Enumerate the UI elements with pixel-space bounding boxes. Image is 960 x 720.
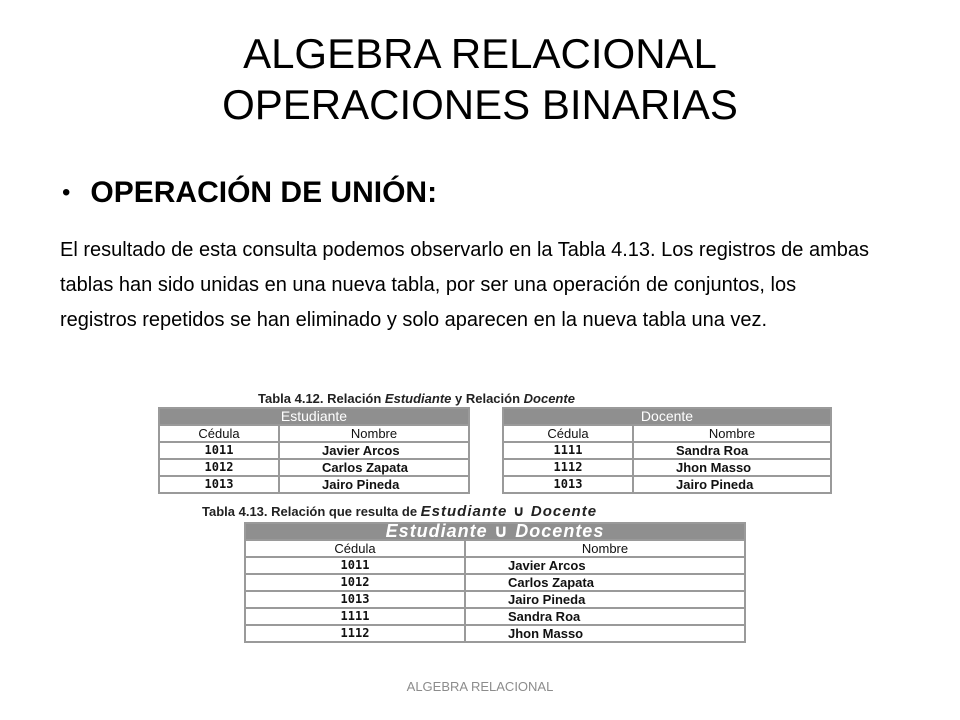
caption2-part-a: Tabla 4.13. Relación que resulta de bbox=[202, 504, 421, 519]
estudiante-table bbox=[158, 407, 470, 494]
bullet-heading: OPERACIÓN DE UNIÓN: bbox=[90, 176, 438, 209]
cell-nombre: Jairo Pineda bbox=[633, 476, 831, 493]
cell-cedula: 1112 bbox=[503, 459, 633, 476]
table-row bbox=[245, 574, 745, 591]
table-row bbox=[245, 557, 745, 574]
table-row bbox=[159, 459, 469, 476]
slide-title bbox=[0, 28, 960, 130]
cell-cedula: 1112 bbox=[245, 625, 465, 642]
slide-title-line1: ALGEBRA RELACIONAL bbox=[243, 30, 717, 77]
slide-footer: ALGEBRA RELACIONAL bbox=[406, 679, 554, 694]
estudiante-col-nombre: Nombre bbox=[279, 425, 469, 442]
estudiante-col-cedula: Cédula bbox=[159, 425, 279, 442]
cell-nombre: Javier Arcos bbox=[465, 557, 745, 574]
docente-header: Docente bbox=[503, 408, 831, 425]
table-row bbox=[503, 459, 831, 476]
table-row bbox=[159, 476, 469, 493]
cell-cedula: 1011 bbox=[245, 557, 465, 574]
cell-nombre: Javier Arcos bbox=[279, 442, 469, 459]
cell-cedula: 1013 bbox=[245, 591, 465, 608]
cell-cedula: 1111 bbox=[503, 442, 633, 459]
table-row bbox=[245, 608, 745, 625]
union-header: Estudiante ∪ Docentes bbox=[245, 523, 745, 540]
cell-nombre: Jairo Pineda bbox=[465, 591, 745, 608]
cell-cedula: 1013 bbox=[503, 476, 633, 493]
cell-nombre: Carlos Zapata bbox=[465, 574, 745, 591]
table-row bbox=[159, 442, 469, 459]
bullet-dot-icon: • bbox=[62, 179, 71, 206]
cell-nombre: Sandra Roa bbox=[465, 608, 745, 625]
cell-cedula: 1111 bbox=[245, 608, 465, 625]
cell-nombre: Jhon Masso bbox=[633, 459, 831, 476]
caption1-part-c: y Relación bbox=[451, 391, 524, 406]
bullet-item bbox=[62, 176, 437, 210]
table-row bbox=[245, 591, 745, 608]
cell-nombre: Jairo Pineda bbox=[279, 476, 469, 493]
cell-cedula: 1013 bbox=[159, 476, 279, 493]
caption2-part-b: Estudiante ∪ Docente bbox=[420, 503, 598, 520]
union-col-nombre: Nombre bbox=[465, 540, 745, 557]
cell-nombre: Sandra Roa bbox=[633, 442, 831, 459]
table-row bbox=[503, 476, 831, 493]
caption-table-4-13 bbox=[202, 502, 597, 520]
caption1-part-a: Tabla 4.12. Relación bbox=[258, 391, 385, 406]
cell-cedula: 1012 bbox=[245, 574, 465, 591]
docente-col-nombre: Nombre bbox=[633, 425, 831, 442]
cell-cedula: 1011 bbox=[159, 442, 279, 459]
table-row bbox=[245, 625, 745, 642]
table-row bbox=[503, 442, 831, 459]
body-paragraph: El resultado de esta consulta podemos observarlo en la Tabla 4.13. Los registros de ambas tablas han sido unidas en una nueva tabla, por ser una operación de conjuntos, los registros repetidos se han eliminado y solo aparecen en la nueva tabla una vez. bbox=[60, 239, 870, 331]
estudiante-header: Estudiante bbox=[159, 408, 469, 425]
cell-cedula: 1012 bbox=[159, 459, 279, 476]
docente-col-cedula: Cédula bbox=[503, 425, 633, 442]
caption1-part-d: Docente bbox=[523, 391, 575, 406]
caption1-part-b: Estudiante bbox=[384, 391, 452, 406]
caption-table-4-12 bbox=[258, 391, 575, 406]
slide-title-line2: OPERACIONES BINARIAS bbox=[222, 81, 738, 128]
cell-nombre: Jhon Masso bbox=[465, 625, 745, 642]
docente-table bbox=[502, 407, 832, 494]
union-col-cedula: Cédula bbox=[245, 540, 465, 557]
cell-nombre: Carlos Zapata bbox=[279, 459, 469, 476]
union-table bbox=[244, 522, 746, 643]
